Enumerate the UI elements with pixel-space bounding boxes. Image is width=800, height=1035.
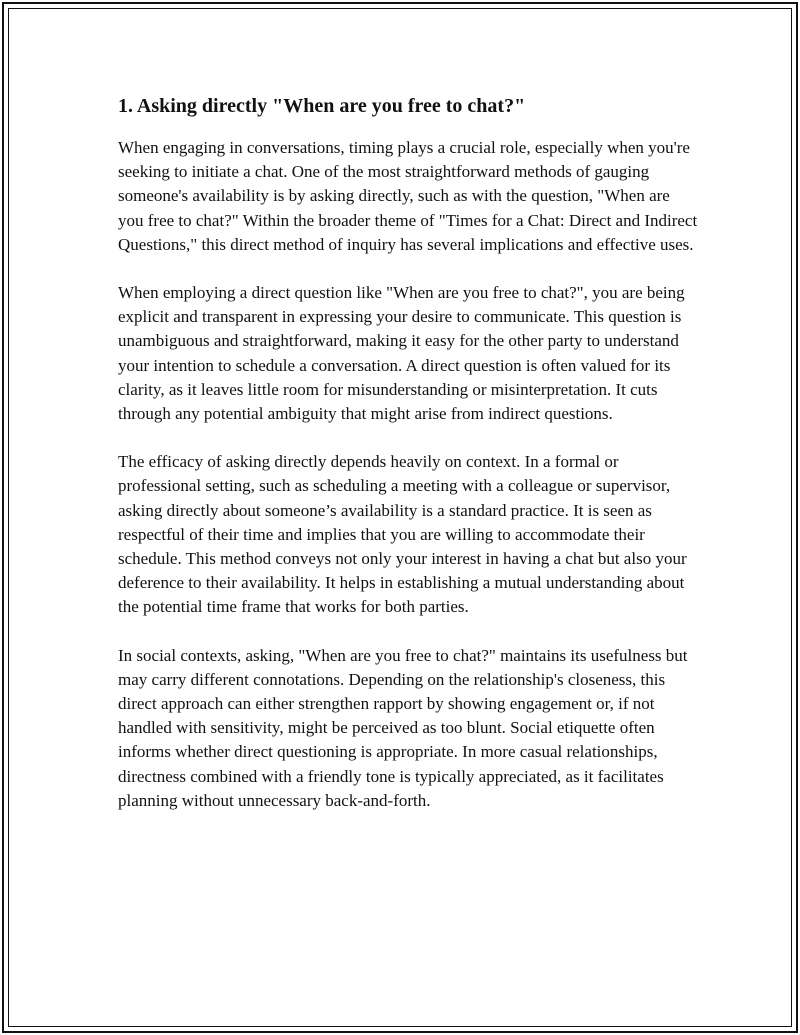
paragraph-4: In social contexts, asking, "When are you free to chat?" maintains its usefulness but may carry different connotations. Depending on the relationship's closeness, this direct approach can either strengthen rapport by showing engagement or, if not handled with sensitivity, might be perceived as too blunt. Social etiquette often informs whether direct questioning is appropriate. In more casual relationships, directness combined with a friendly tone is typically appreciated, as it facilitates planning without unnecessary back-and-forth. <box>118 645 688 810</box>
paragraph-2: When employing a direct question like "When are you free to chat?", you are being explicit and transparent in expressing your desire to communicate. This question is unambiguous and straightforward, making it easy for the other party to understand your intention to schedule a conversation. A direct question is often valued for its clarity, as it leaves little room for misunderstanding or misinterpretation. It cuts through any potential ambiguity that might arise from indirect questions. <box>118 283 685 424</box>
paragraph-3: The efficacy of asking directly depends heavily on context. In a formal or professional setting, such as scheduling a meeting with a colleague or supervisor, asking directly about someone’s availability is a standard practice. It is seen as respectful of their time and implies that you are willing to accommodate their schedule. This method conveys not only your interest in having a chat but also your deference to their availability. It helps in establishing a mutual understanding about the potential time frame that works for both parties. <box>118 452 687 617</box>
paragraph-1: When engaging in conversations, timing plays a crucial role, especially when you're seeking to initiate a chat. One of the most straightforward methods of gauging someone's availability is by asking directly, such as with the question, "When are you free to chat?" Within the broader theme of "Times for a Chat: Direct and Indirect Questions," this direct method of inquiry has several implications and effective uses. <box>118 138 698 254</box>
document-body <box>118 93 698 837</box>
section-heading: 1. Asking directly "When are you free to chat?" <box>118 95 526 117</box>
